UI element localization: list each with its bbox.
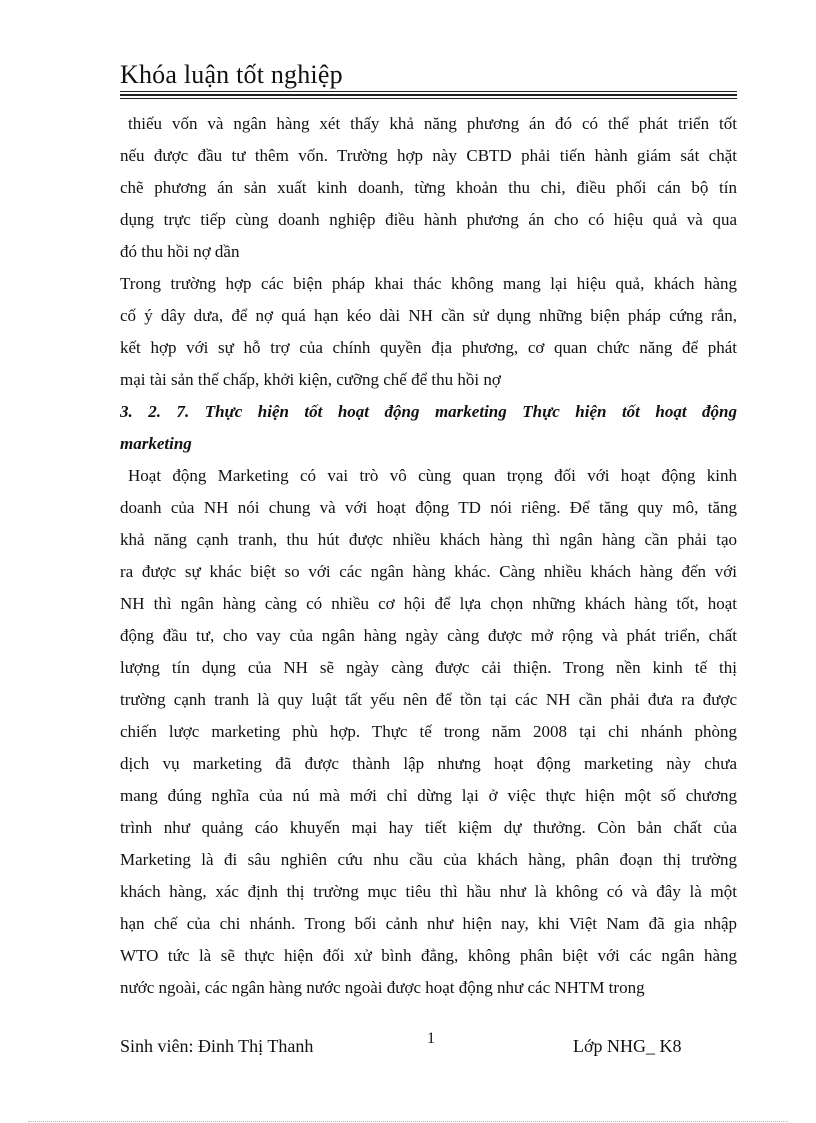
paragraph-line: dụng trực tiếp cùng doanh nghiệp điều hành phương án cho có hiệu quả và qua [120,210,737,229]
paragraph-line: kết hợp với sự hỗ trợ của chính quyền địa phương, cơ quan chức năng để phát [120,338,737,357]
paragraph-line: đó thu hồi nợ dần [120,242,240,261]
paragraph-line: trường cạnh tranh là quy luật tất yếu nên để tồn tại các NH cần phải đưa ra được [120,690,737,709]
paragraph-line: hạn chế của chi nhánh. Trong bối cảnh như hiện nay, khi Việt Nam đã gia nhập [120,914,737,933]
paragraph-line: dịch vụ marketing đã được thành lập nhưng hoạt động marketing này chưa [120,754,737,773]
paragraph-line: WTO tức là sẽ thực hiện đối xử bình đẳng, không phân biệt với các ngân hàng [120,946,737,965]
section-heading: 3. 2. 7. Thực hiện tốt hoạt động marketing Thực hiện tốt hoạt động [120,402,737,421]
paragraph-line: chiến lược marketing phù hợp. Thực tế trong năm 2008 tại chi nhánh phòng [120,722,737,741]
body-text [120,108,737,1004]
paragraph-line: NH thì ngân hàng càng có nhiều cơ hội để lựa chọn những khách hàng tốt, hoạt [120,594,737,613]
footer-class-label: Lớp NHG_ K8 [573,1036,682,1056]
paragraph-line: Marketing là đi sâu nghiên cứu nhu cầu của khách hàng, phân đoạn thị trường [120,850,737,869]
paragraph-line: chẽ phương án sản xuất kinh doanh, từng khoản thu chi, điều phối cán bộ tín [120,178,737,197]
paragraph-line: khách hàng, xác định thị trường mục tiêu thì hầu như là không có và đây là một [120,882,737,901]
page-number: 1 [427,1030,435,1047]
paragraph-line: ra được sự khác biệt so với các ngân hàng khác. Càng nhiều khách hàng đến với [120,562,737,581]
header-rule-middle [120,94,737,96]
paragraph-line: nước ngoài, các ngân hàng nước ngoài được hoạt động như các NHTM trong [120,978,645,997]
document-header-title: Khóa luận tốt nghiệp [120,60,343,89]
paragraph-line: động đầu tư, cho vay của ngân hàng ngày càng được mở rộng và phát triển, chất [120,626,737,645]
page-bottom-dotted-border [28,1121,788,1122]
paragraph-line: doanh của NH nói chung và với hoạt động TD nói riêng. Để tăng quy mô, tăng [120,498,737,517]
section-heading-continuation: marketing [120,434,192,453]
header-rule-bottom [120,98,737,99]
paragraph-line: trình như quảng cáo khuyến mại hay tiết kiệm dự thưởng. Còn bản chất của [120,818,737,837]
paragraph-line: cố ý dây dưa, để nợ quá hạn kéo dài NH cần sử dụng những biện pháp cứng rắn, [120,306,737,325]
footer-student-name: Sinh viên: Đinh Thị Thanh [120,1036,314,1056]
header-rule-top [120,91,737,92]
paragraph-line: lượng tín dụng của NH sẽ ngày càng được cải thiện. Trong nền kinh tế thị [120,658,737,677]
paragraph-line: Hoạt động Marketing có vai trò vô cùng quan trọng đối với hoạt động kinh [128,466,737,485]
paragraph-line: thiếu vốn và ngân hàng xét thấy khả năng phương án đó có thể phát triển tốt [128,114,737,133]
paragraph-line: mang đúng nghĩa của nú mà mới chỉ dừng lại ở việc thực hiện một số chương [120,786,737,805]
paragraph-line: khả năng cạnh tranh, thu hút được nhiều khách hàng thì ngân hàng cần phải tạo [120,530,737,549]
paragraph-line: Trong trường hợp các biện pháp khai thác không mang lại hiệu quả, khách hàng [120,274,737,293]
paragraph-line: mại tài sản thế chấp, khởi kiện, cưỡng chế để thu hồi nợ [120,370,501,389]
paragraph-line: nếu được đầu tư thêm vốn. Trường hợp này CBTD phải tiến hành giám sát chặt [120,146,737,165]
